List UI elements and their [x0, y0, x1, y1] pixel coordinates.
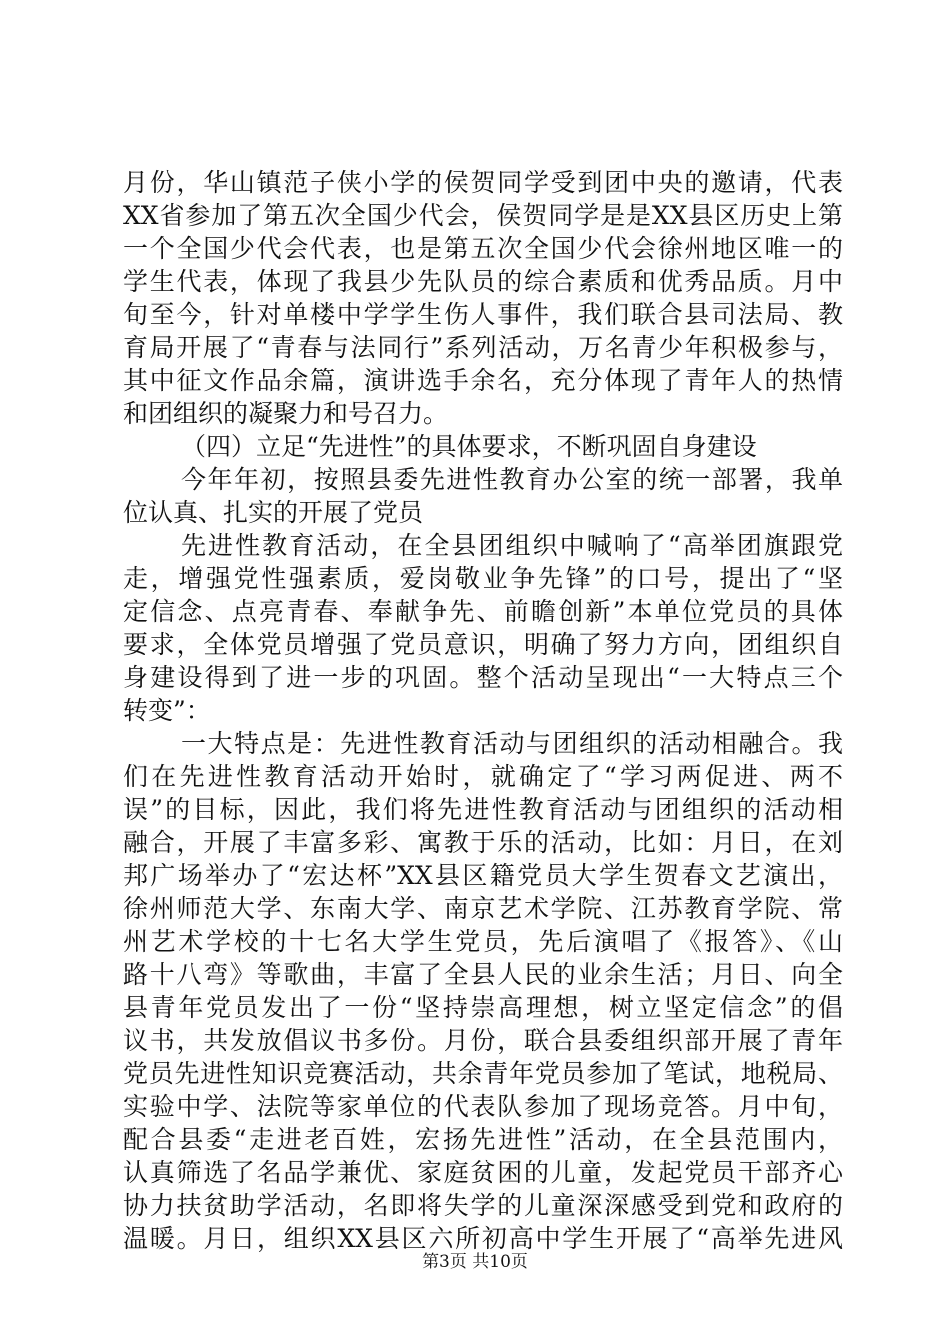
text-line: 议书，共发放倡议书多份。月份，联合县委组织部开展了青年	[123, 1026, 843, 1055]
text-line: 先进性教育活动，在全县团组织中喊响了“高举团旗跟党	[181, 531, 843, 560]
text-line: 一个全国少代会代表，也是第五次全国少代会徐州地区唯一的	[123, 234, 843, 263]
text-line: 协力扶贫助学活动，名即将失学的儿童深深感受到党和政府的	[123, 1191, 843, 1220]
text-line: 邦广场举办了“宏达杯”XX县区籍党员大学生贺春文艺演出，	[123, 861, 843, 890]
text-line: 误”的目标，因此，我们将先进性教育活动与团组织的活动相	[123, 795, 843, 824]
text-line: 实验中学、法院等家单位的代表队参加了现场竞答。月中旬，	[123, 1092, 843, 1121]
text-line: 其中征文作品余篇，演讲选手余名，充分体现了青年人的热情	[123, 366, 843, 395]
text-line: 党员先进性知识竞赛活动，共余青年党员参加了笔试，地税局、	[123, 1059, 843, 1088]
text-line: 走，增强党性强素质，爱岗敬业争先锋”的口号，提出了“坚	[123, 564, 843, 593]
text-line: XX省参加了第五次全国少代会，侯贺同学是是XX县区历史上第	[123, 201, 843, 230]
text-line: 学生代表，体现了我县少先队员的综合素质和优秀品质。月中	[123, 267, 843, 296]
text-line: 位认真、扎实的开展了党员	[123, 498, 424, 527]
text-line: 要求，全体党员增强了党员意识，明确了努力方向，团组织自	[123, 630, 843, 659]
text-line: 转变”：	[123, 696, 211, 725]
text-line: 州艺术学校的十七名大学生党员，先后演唱了《报答》、《山	[123, 927, 843, 956]
text-line: 月份，华山镇范子侠小学的侯贺同学受到团中央的邀请，代表	[123, 168, 843, 197]
text-line: 认真筛选了名品学兼优、家庭贫困的儿童，发起党员干部齐心	[123, 1158, 843, 1187]
text-line: 和团组织的凝聚力和号召力。	[123, 399, 449, 428]
text-line: 县青年党员发出了一份“坚持崇高理想，树立坚定信念”的倡	[123, 993, 843, 1022]
text-line: 配合县委“走进老百姓，宏扬先进性”活动，在全县范围内，	[123, 1125, 843, 1154]
text-line: 定信念、点亮青春、奉献争先、前瞻创新”本单位党员的具体	[123, 597, 843, 626]
text-line: 一大特点是：先进性教育活动与团组织的活动相融合。我	[181, 729, 843, 758]
text-line: 温暖。月日，组织XX县区六所初高中学生开展了“高举先进风	[123, 1224, 843, 1253]
text-line: 旬至今，针对单楼中学学生伤人事件，我们联合县司法局、教	[123, 300, 843, 329]
text-line: 今年年初，按照县委先进性教育办公室的统一部署，我单	[181, 465, 843, 494]
text-line: 们在先进性教育活动开始时，就确定了“学习两促进、两不	[123, 762, 843, 791]
text-line: 徐州师范大学、东南大学、南京艺术学院、江苏教育学院、常	[123, 894, 843, 923]
text-line: 路十八弯》等歌曲，丰富了全县人民的业余生活；月日、向全	[123, 960, 843, 989]
text-line: 身建设得到了进一步的巩固。整个活动呈现出“一大特点三个	[123, 663, 843, 692]
text-line: 融合，开展了丰富多彩、寓教于乐的活动，比如：月日，在刘	[123, 828, 843, 857]
text-line: 育局开展了“青春与法同行”系列活动，万名青少年积极参与，	[123, 333, 843, 362]
section-heading: （四）立足“先进性”的具体要求，不断巩固自身建设	[181, 432, 757, 461]
body-text	[123, 166, 843, 1255]
page-number-footer: 第3页 共10页	[422, 1252, 528, 1272]
